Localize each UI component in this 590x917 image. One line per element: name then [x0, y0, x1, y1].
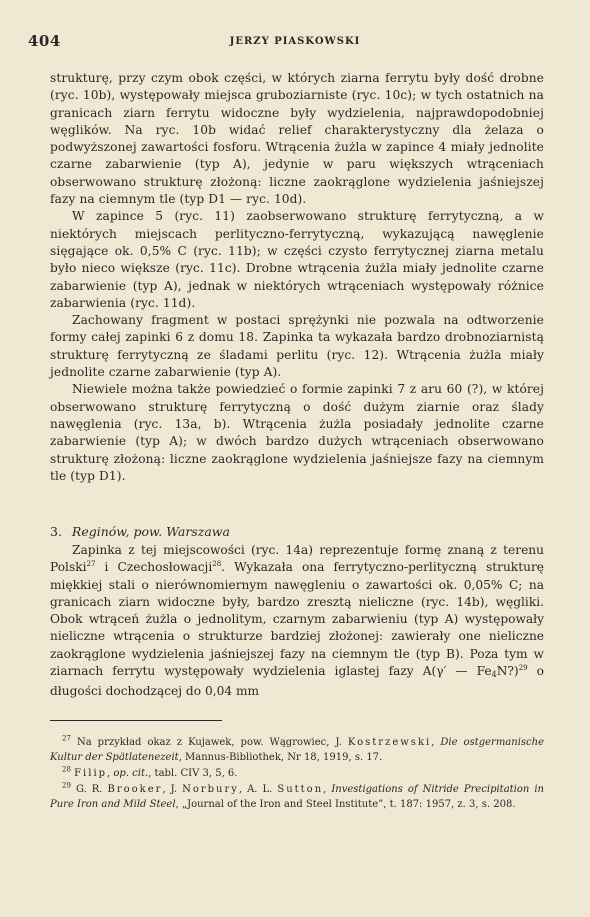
paragraph: strukturę, przy czym obok części, w których ziarna ferrytu były dość drobne (ryc. 10b), występowały miejsca gruboziarniste (ryc. 10c); w tych ostatnich na granicach ziarn ferrytu widoczne były wydzielenia, najprawdopodobniej węglików. Na ryc. 10b widać relief charakterystyczny dla żelaza o podwyższonej zawartości fosforu. Wtrącenia żużla w zapince 4 miały jednolite czarne zabarwienie (typ A), jedynie w paru większych wtrąceniach obserwowano strukturę złożoną: liczne zaokrąglone wydzielenia jaśniejszej fazy na ciemnym tle (typ D1 — ryc. 10d). [50, 71, 544, 207]
text-run: , A. L. [238, 784, 278, 795]
work-title: Investigations of Nitride Precipitation in Pure Iron and Mild Steel [50, 784, 544, 810]
op-cit: op. cit. [113, 768, 149, 779]
footnote-number: 29 [62, 781, 71, 790]
text-run: o długości dochodzącej do 0,04 mm [50, 664, 544, 699]
footnote-ref: 27 [86, 560, 96, 569]
text-run: , J. [162, 784, 183, 795]
text-run: , tabl. CIV 3, 5, 6. [148, 768, 238, 779]
footnote-ref: 29 [518, 664, 528, 673]
author-name: Kostrzewski [347, 737, 432, 748]
text-run: . Wykazała ona ferrytyczno-perlityczną strukturę miękkiej stali o nierównomiernym nawęgleniu o zawartości ok. 0,05% C; na granicach ziarn widoczne były, bardzo zresztą nieliczne (ryc. 14b), węgliki. Obok wtrąceń żużla o jednolitym, czarnym zabarwieniu (typ A) występowały nieliczne wtrącenia o strukturze bardziej złożonej: zawierały one nieliczne zaokrąglone wydzielenia jaśniejszej fazy na ciemnym tle (typ B). Poza tym w ziarnach ferrytu występowały wydzielenia iglastej fazy A(γ′ — Fe [50, 560, 544, 679]
running-head: JERZY PIASKOWSKI [229, 36, 361, 47]
footnote-ref: 28 [212, 560, 222, 569]
text-run: i Czechosłowacji [95, 560, 213, 575]
work-title: Die ostgermanische Kultur der Spätlatenezeit [50, 737, 545, 763]
page-header [0, 30, 590, 54]
footnote [50, 735, 544, 765]
author-name: Sutton [277, 784, 324, 795]
section-title: Reginów, pow. Warszawa [71, 524, 230, 539]
author-name: Filip [74, 768, 108, 779]
text-run: , [107, 768, 114, 779]
section-number: 3. [50, 524, 62, 539]
footnote [50, 766, 544, 781]
section-body [50, 542, 544, 701]
paragraph: W zapince 5 (ryc. 11) zaobserwowano strukturę ferrytyczną, a w niektórych miejscach perlityczno-ferrytyczną, wykazującą nawęglenie sięgające ok. 0,5% C (ryc. 11b); w części czysto ferrytycznej ziarna metalu było nieco większe (ryc. 11c). Drobne wtrącenia żużla miały jednolite czarne zabarwienie (typ A), jednak w niektórych wtrąceniach występowały różnice zabarwienia (ryc. 11d). [50, 209, 544, 310]
section-heading [50, 524, 544, 539]
footnote-rule [50, 720, 222, 721]
author-name: Norbury [182, 784, 239, 795]
subscript: 4 [491, 670, 497, 680]
author-name: Brooker [107, 784, 163, 795]
text-run: N?) [496, 664, 519, 679]
text-run: Zapinka z tej miejscowości (ryc. 14a) reprezentuje formę znaną z terenu Polski [50, 543, 544, 575]
paragraph [50, 542, 544, 701]
paragraph: Zachowany fragment w postaci sprężynki nie pozwala na odtworzenie formy całej zapinki 6 z domu 18. Zapinka ta wykazała bardzo drobnoziarnistą strukturę ferrytyczną ze śladami perlitu (ryc. 12). Wtrącenia żużla miały jednolite czarne zabarwienie (typ A). [50, 313, 544, 380]
footnote [50, 782, 544, 812]
footnotes [50, 735, 544, 813]
text-run: , [431, 737, 441, 748]
text-run: , [323, 784, 332, 795]
body-text [50, 70, 544, 485]
page-number: 404 [28, 32, 61, 50]
footnote-number: 27 [62, 734, 71, 743]
text-run: Na przykład okaz z Kujawek, pow. Wągrowiec, J. [70, 737, 348, 748]
paragraph: Niewiele można także powiedzieć o formie zapinki 7 z aru 60 (?), w której obserwowano strukturę ferrytyczną o dość dużym ziarnie oraz ślady nawęglenia (ryc. 13a, b). Wtrącenia żużla posiadały jednolite czarne zabarwienie (typ A); w dwóch bardzo dużych wtrąceniach obserwowano strukturę złożoną: liczne zaokrąglone wydzielenia jaśniejsze fazy na ciemnym tle (typ D1). [50, 382, 544, 483]
text-run: , Mannus-Bibliothek, Nr 18, 1919, s. 17. [178, 752, 383, 763]
footnote-number: 28 [62, 765, 71, 774]
text-run: G. R. [70, 784, 108, 795]
text-run: , „Journal of the Iron and Steel Institute”, t. 187: 1957, z. 3, s. 208. [175, 799, 516, 810]
